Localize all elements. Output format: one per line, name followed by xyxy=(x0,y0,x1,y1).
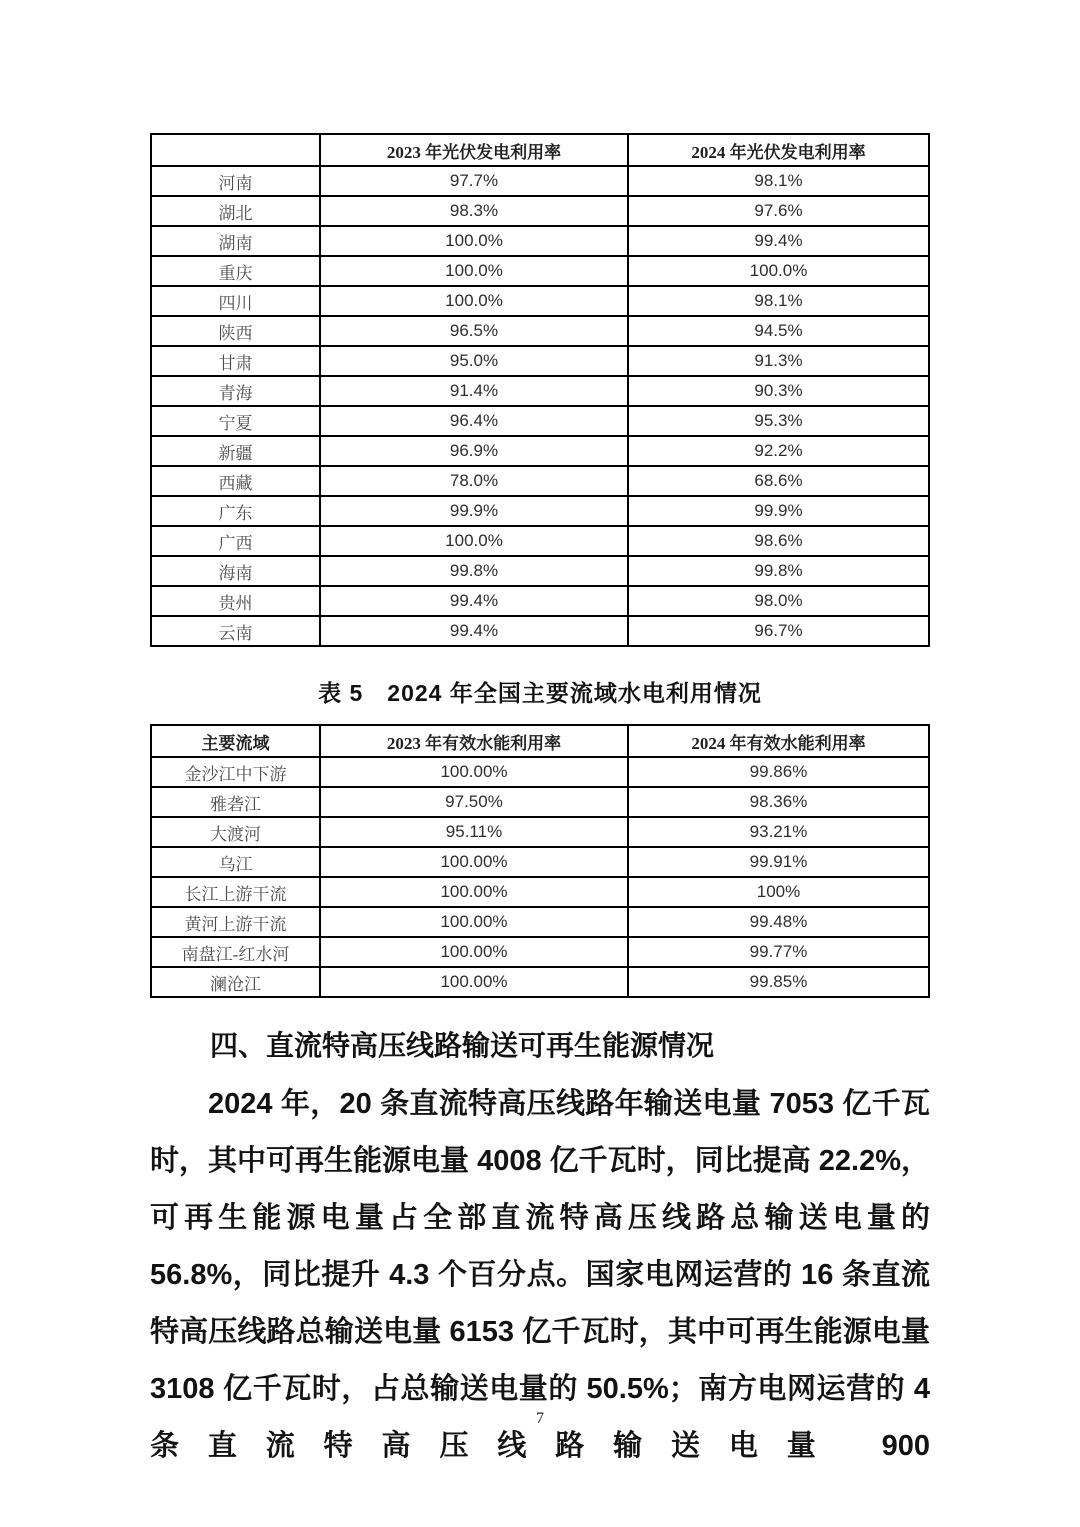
row-label-cell: 雅砻江 xyxy=(151,787,320,817)
value-cell: 95.3% xyxy=(628,406,929,436)
row-label-cell: 乌江 xyxy=(151,847,320,877)
table-row xyxy=(151,907,929,937)
table-row xyxy=(151,166,929,196)
value-cell: 100.00% xyxy=(320,967,628,997)
page-number: 7 xyxy=(536,1410,544,1427)
value-cell: 99.8% xyxy=(628,556,929,586)
table-row xyxy=(151,847,929,877)
value-cell: 99.77% xyxy=(628,937,929,967)
value-cell: 96.7% xyxy=(628,616,929,646)
table-row xyxy=(151,817,929,847)
value-cell: 100.00% xyxy=(320,757,628,787)
value-cell: 99.48% xyxy=(628,907,929,937)
value-cell: 98.3% xyxy=(320,196,628,226)
value-cell: 96.5% xyxy=(320,316,628,346)
table-row xyxy=(151,586,929,616)
header-cell-year: 2023 年光伏发电利用率 xyxy=(320,134,628,166)
table-row xyxy=(151,376,929,406)
value-cell: 100.0% xyxy=(320,286,628,316)
value-cell: 95.11% xyxy=(320,817,628,847)
body-paragraph: 2024 年，20 条直流特高压线路年输送电量 7053 亿千瓦时，其中可再生能源电量 4008 亿千瓦时，同比提高 22.2%，可再生能源电量占全部直流特高压线路总输送电量的 56.8%，同比提升 4.3 个百分点。国家电网运营的 16 条直流特高压线路总输送电量 6153 亿千瓦时，其中可再生能源电量 3108 亿千瓦时，占总输送电量的 50.5%；南方电网运营的 4 条直流特高压线路输送电量 900 xyxy=(150,1088,930,1462)
row-label-cell: 长江上游干流 xyxy=(151,877,320,907)
value-cell: 97.50% xyxy=(320,787,628,817)
row-label-cell: 黄河上游干流 xyxy=(151,907,320,937)
row-label-cell: 湖北 xyxy=(151,196,320,226)
value-cell: 95.0% xyxy=(320,346,628,376)
value-cell: 99.4% xyxy=(320,616,628,646)
value-cell: 99.9% xyxy=(628,496,929,526)
table-header-row xyxy=(151,725,929,757)
row-label-cell: 广东 xyxy=(151,496,320,526)
pv-utilization-table xyxy=(150,133,930,647)
value-cell: 99.8% xyxy=(320,556,628,586)
value-cell: 96.9% xyxy=(320,436,628,466)
value-cell: 92.2% xyxy=(628,436,929,466)
value-cell: 99.4% xyxy=(628,226,929,256)
table-row xyxy=(151,226,929,256)
row-label-cell: 大渡河 xyxy=(151,817,320,847)
table-row xyxy=(151,616,929,646)
table-row xyxy=(151,787,929,817)
value-cell: 99.85% xyxy=(628,967,929,997)
value-cell: 100.00% xyxy=(320,937,628,967)
value-cell: 100.00% xyxy=(320,847,628,877)
value-cell: 97.7% xyxy=(320,166,628,196)
row-label-cell: 重庆 xyxy=(151,256,320,286)
row-label-cell: 海南 xyxy=(151,556,320,586)
value-cell: 100.0% xyxy=(320,256,628,286)
value-cell: 90.3% xyxy=(628,376,929,406)
value-cell: 98.1% xyxy=(628,286,929,316)
hydro-utilization-table xyxy=(150,724,930,998)
row-label-cell: 甘肃 xyxy=(151,346,320,376)
row-label-cell: 云南 xyxy=(151,616,320,646)
value-cell: 99.9% xyxy=(320,496,628,526)
value-cell: 98.36% xyxy=(628,787,929,817)
value-cell: 91.4% xyxy=(320,376,628,406)
row-label-cell: 宁夏 xyxy=(151,406,320,436)
table-row xyxy=(151,757,929,787)
header-cell-label: 主要流域 xyxy=(151,725,320,757)
row-label-cell: 湖南 xyxy=(151,226,320,256)
value-cell: 94.5% xyxy=(628,316,929,346)
value-cell: 99.86% xyxy=(628,757,929,787)
value-cell: 100.0% xyxy=(628,256,929,286)
row-label-cell: 南盘江-红水河 xyxy=(151,937,320,967)
row-label-cell: 新疆 xyxy=(151,436,320,466)
table-row xyxy=(151,346,929,376)
row-label-cell: 青海 xyxy=(151,376,320,406)
row-label-cell: 四川 xyxy=(151,286,320,316)
value-cell: 93.21% xyxy=(628,817,929,847)
table-row xyxy=(151,967,929,997)
table-row xyxy=(151,256,929,286)
value-cell: 98.0% xyxy=(628,586,929,616)
header-cell-year: 2024 年光伏发电利用率 xyxy=(628,134,929,166)
header-cell-label xyxy=(151,134,320,166)
value-cell: 100.0% xyxy=(320,526,628,556)
row-label-cell: 金沙江中下游 xyxy=(151,757,320,787)
value-cell: 91.3% xyxy=(628,346,929,376)
value-cell: 68.6% xyxy=(628,466,929,496)
value-cell: 96.4% xyxy=(320,406,628,436)
table-row xyxy=(151,937,929,967)
value-cell: 99.4% xyxy=(320,586,628,616)
row-label-cell: 西藏 xyxy=(151,466,320,496)
value-cell: 78.0% xyxy=(320,466,628,496)
table-row xyxy=(151,877,929,907)
value-cell: 99.91% xyxy=(628,847,929,877)
table-row xyxy=(151,286,929,316)
value-cell: 100.00% xyxy=(320,907,628,937)
table-row xyxy=(151,436,929,466)
value-cell: 100% xyxy=(628,877,929,907)
table-row xyxy=(151,526,929,556)
row-label-cell: 河南 xyxy=(151,166,320,196)
row-label-cell: 贵州 xyxy=(151,586,320,616)
table-row xyxy=(151,556,929,586)
table5-title: 表 5 2024 年全国主要流域水电利用情况 xyxy=(318,680,762,706)
header-cell-year: 2024 年有效水能利用率 xyxy=(628,725,929,757)
table-row xyxy=(151,496,929,526)
value-cell: 98.6% xyxy=(628,526,929,556)
table-row xyxy=(151,406,929,436)
table-row xyxy=(151,466,929,496)
value-cell: 98.1% xyxy=(628,166,929,196)
row-label-cell: 陕西 xyxy=(151,316,320,346)
table-row xyxy=(151,196,929,226)
value-cell: 97.6% xyxy=(628,196,929,226)
value-cell: 100.0% xyxy=(320,226,628,256)
row-label-cell: 广西 xyxy=(151,526,320,556)
table-row xyxy=(151,316,929,346)
value-cell: 100.00% xyxy=(320,877,628,907)
table-header-row xyxy=(151,134,929,166)
row-label-cell: 澜沧江 xyxy=(151,967,320,997)
header-cell-year: 2023 年有效水能利用率 xyxy=(320,725,628,757)
section-heading: 四、直流特高压线路输送可再生能源情况 xyxy=(210,1030,715,1061)
